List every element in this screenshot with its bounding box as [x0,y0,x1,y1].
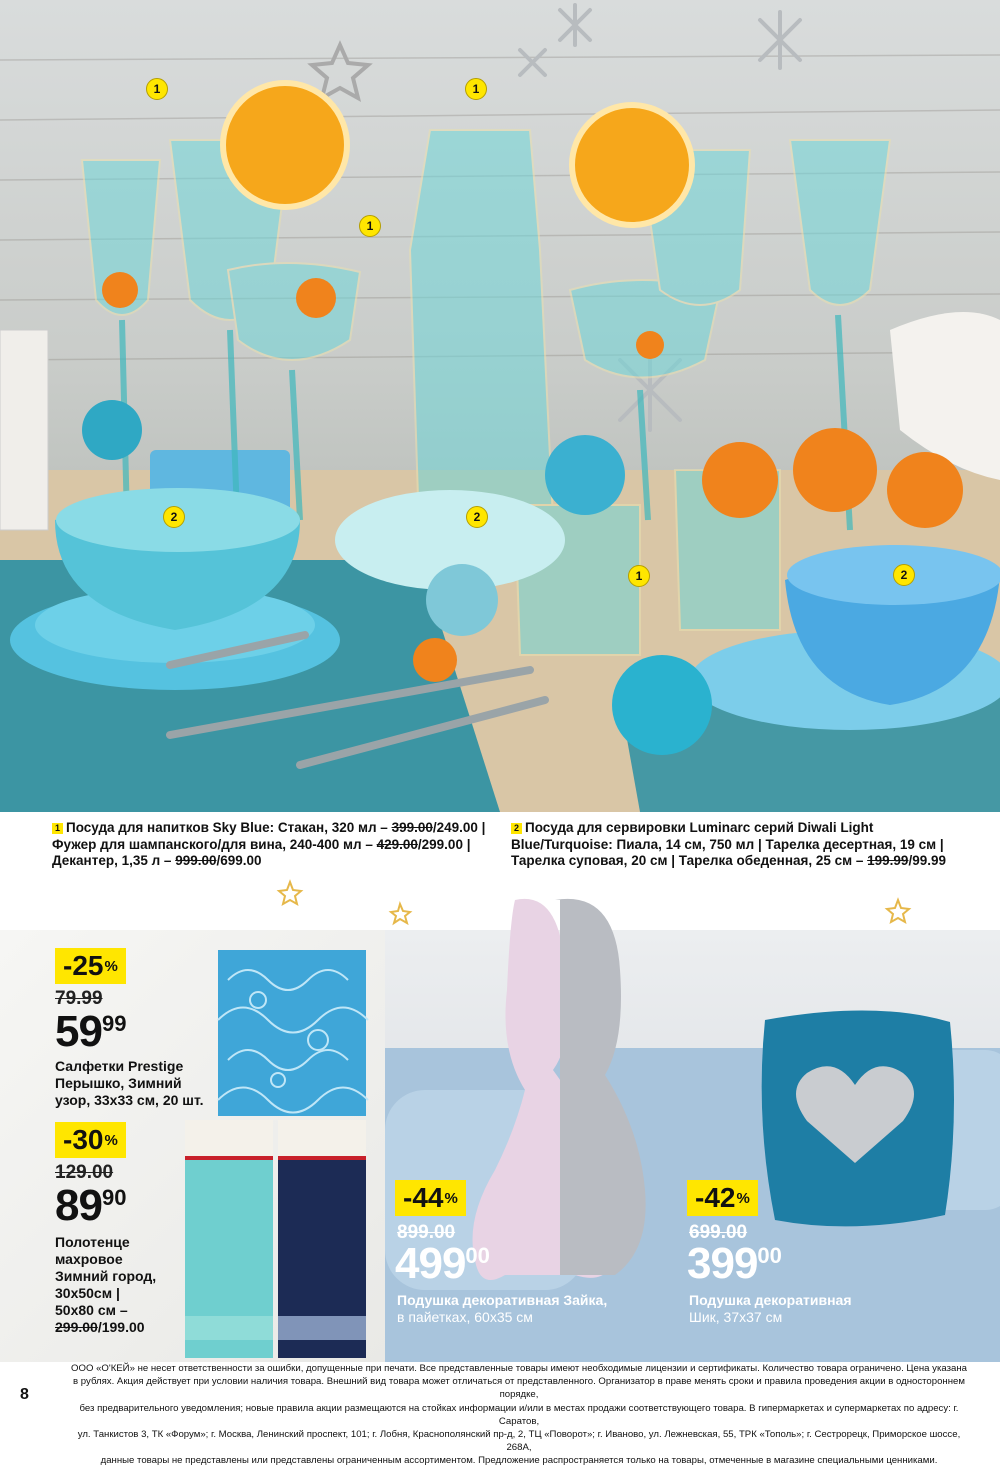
product-name: Салфетки Prestige Перышко, Зимний узор, 33х33 см, 20 шт. [55,1058,204,1108]
product-name: Полотенце махровое Зимний город, 30х50см | 50х80 см – 299.00/199.00 [55,1234,157,1335]
towel-navy-image [278,1120,366,1358]
current-price: 5999 [55,1007,127,1056]
product-name: Подушка декоративная Шик, 37х37 см [689,1292,852,1325]
legal-disclaimer: ООО «О'КЕЙ» не несет ответственности за ошибки, допущенные при печати. Все представленные товары имеют необходимые лицензии и сертификаты. Количество товара ограничено. Цена указана в рублях. Акция действует при условии наличия товара. Внешний вид товара может отличаться от представленного. Организатор в праве менять сроки и правила проведения акции в одностороннем порядке, без предварительного уведомления; новые правила акции размещаются на стойках информации и/или в местах продажи соответствующего товара. В гипермаркетах и супермаркетах по адресу: г. Саратов, ул. Танкистов 3, ТК «Форум»; г. Москва, Ленинский проспект, 101; г. Лобня, Краснополянский пр-д, 2, ТЦ «Поворот»; г. Иваново, ул. Лежневская, 55, ТРК «Тополь»; г. Сестрорецк, Приморское шоссе, 268А, данные товары не представлены или представлены ограниченным ассортиментом. Предложение распространяется только на товары, отмеченные в магазине специальными ценниками. [71,1363,967,1467]
product-marker-1: 1 [359,215,381,237]
old-price: 199.99 [867,853,909,868]
caption-tableware: 2 Посуда для сервировки Luminarc серий Diwali Light Blue/Turquoise: Пиала, 14 см, 750 мл | Тарелка десертная, 19 см | Тарелка суповая, 20 см | Тарелка обеденная, 25 см – 199.99/99.99 [511,820,946,868]
old-price: 699.00 [689,1222,748,1243]
current-price: 8990 [55,1181,127,1230]
towel-turquoise-image [185,1120,273,1358]
old-price: 899.00 [397,1222,456,1243]
discount-badge: -30 % [55,1122,126,1158]
discount-badge: -25 % [55,948,126,984]
page-number: 8 [20,1386,29,1403]
old-price: 429.00 [376,836,418,852]
old-price: 999.00 [175,853,217,868]
caption-number: 1 [52,823,63,834]
new-price: /249.00 | [432,820,486,835]
napkin-image [218,950,366,1116]
product-marker-1: 1 [628,565,650,587]
product-marker-2: 2 [893,564,915,586]
promo-panel-textiles [0,930,385,1362]
old-price: 79.99 [55,988,103,1009]
discount-badge: -42 % [687,1180,758,1216]
star-decorations [280,880,1000,930]
caption-drinkware: 1 Посуда для напитков Sky Blue: Стакан, 320 мл – 399.00/249.00 | Фужер для шампанского/для вина, 240-400 мл – 429.00/299.00 | Декантер, 1,35 л – 999.00/699.00 [52,820,486,868]
product-marker-1: 1 [146,78,168,100]
old-price: 299.00 [55,1319,98,1335]
product-marker-1: 1 [465,78,487,100]
current-price: 39900 [687,1239,782,1288]
new-price: /299.00 | [417,836,471,852]
product-name: Подушка декоративная Зайка, в пайетках, 60х35 см [397,1292,608,1325]
caption-number: 2 [511,823,522,834]
discount-badge: -44 % [395,1180,466,1216]
promo-panel-pillows [385,930,1000,1362]
new-price: /199.00 [97,1319,145,1335]
swirl-pattern [218,950,366,1116]
current-price: 49900 [395,1239,490,1288]
product-marker-2: 2 [163,506,185,528]
new-price: /99.99 [908,853,946,868]
new-price: /699.00 [216,853,262,868]
old-price: 129.00 [55,1162,114,1183]
product-marker-2: 2 [466,506,488,528]
old-price: 399.00 [391,820,433,835]
